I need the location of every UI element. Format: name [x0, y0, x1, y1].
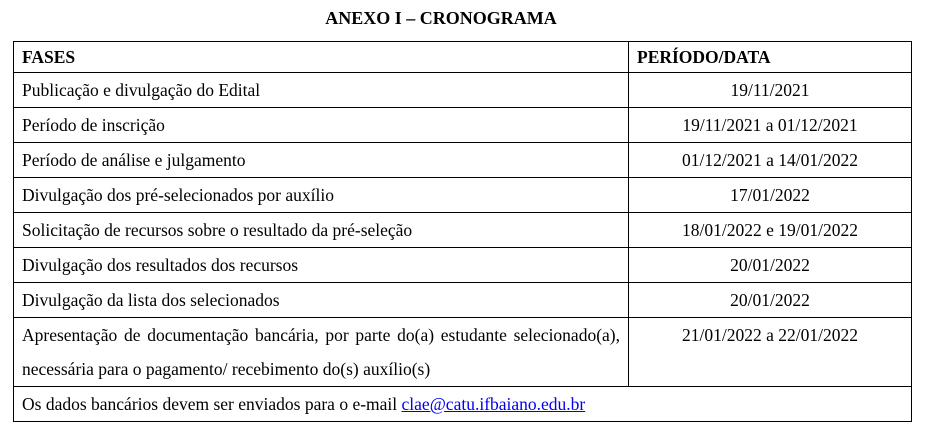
data-cell: 21/01/2022 a 22/01/2022 — [629, 318, 912, 387]
header-fases: FASES — [14, 42, 629, 73]
table-footer-row — [14, 387, 912, 422]
fase-cell: Apresentação de documentação bancária, por parte do(a) estudante selecionado(a), necessária para o pagamento/ recebimento do(s) auxílio(s) — [14, 318, 629, 387]
data-cell: 20/01/2022 — [629, 248, 912, 283]
data-cell: 19/11/2021 a 01/12/2021 — [629, 108, 912, 143]
fase-cell: Período de inscrição — [14, 108, 629, 143]
footer-text: Os dados bancários devem ser enviados para o e-mail — [22, 394, 402, 414]
cronograma-table — [13, 41, 912, 422]
fase-cell: Divulgação dos pré-selecionados por auxílio — [14, 178, 629, 213]
data-cell: 19/11/2021 — [629, 73, 912, 108]
table-row — [14, 213, 912, 248]
data-cell: 20/01/2022 — [629, 283, 912, 318]
fase-cell: Solicitação de recursos sobre o resultado da pré-seleção — [14, 213, 629, 248]
table-row — [14, 178, 912, 213]
table-row — [14, 283, 912, 318]
table-header-row — [14, 42, 912, 73]
footer-cell — [14, 387, 912, 422]
header-periodo: PERÍODO/DATA — [629, 42, 912, 73]
fase-cell: Divulgação dos resultados dos recursos — [14, 248, 629, 283]
table-row — [14, 318, 912, 387]
table-row — [14, 73, 912, 108]
page-title: ANEXO I – CRONOGRAMA — [325, 8, 557, 28]
data-cell: 18/01/2022 e 19/01/2022 — [629, 213, 912, 248]
fase-cell: Divulgação da lista dos selecionados — [14, 283, 629, 318]
table-row — [14, 248, 912, 283]
data-cell: 01/12/2021 a 14/01/2022 — [629, 143, 912, 178]
data-cell: 17/01/2022 — [629, 178, 912, 213]
table-row — [14, 108, 912, 143]
fase-cell: Período de análise e julgamento — [14, 143, 629, 178]
email-link[interactable]: clae@catu.ifbaiano.edu.br — [401, 394, 586, 414]
fase-cell: Publicação e divulgação do Edital — [14, 73, 629, 108]
table-row — [14, 143, 912, 178]
